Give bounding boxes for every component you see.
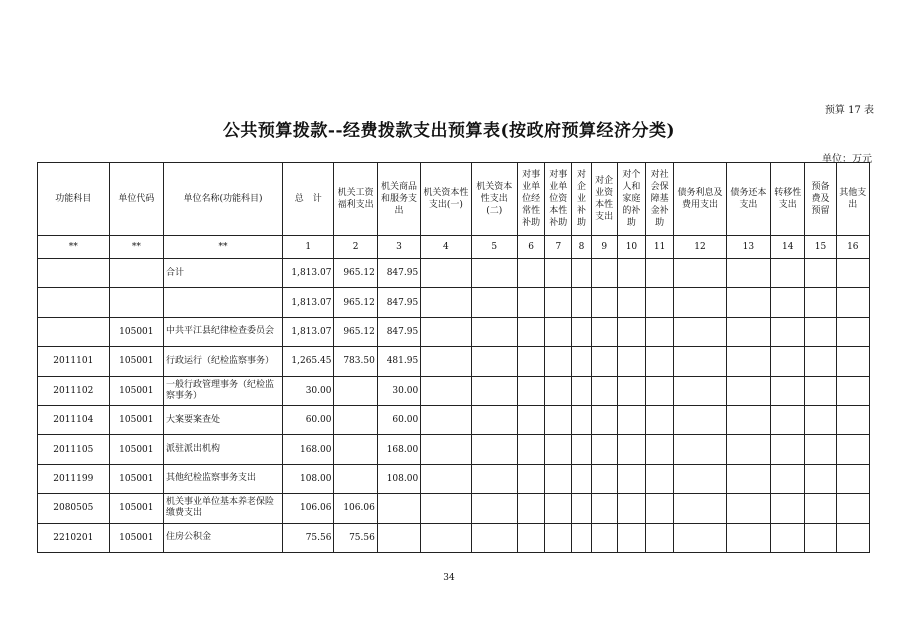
goods-services-cell: 847.95 [377,317,420,346]
table-row [38,523,870,552]
header-cell: 机关商品和服务支出 [377,163,420,236]
index-cell: ** [164,236,283,259]
total-cell: 75.56 [283,523,334,552]
unit-name-cell: 机关事业单位基本养老保险缴费支出 [164,494,283,523]
wages-cell [334,376,377,405]
header-cell: 对个人和家庭的补助 [617,163,645,236]
function-code-cell: 2080505 [38,494,110,523]
function-code-cell [38,317,110,346]
goods-services-cell: 60.00 [377,405,420,434]
page-title: 公共预算拨款--经费拨款支出预算表(按政府预算经济分类) [222,121,676,141]
index-cell: 4 [421,236,471,259]
total-cell: 108.00 [283,464,334,493]
table-row [38,347,870,376]
page-number: 34 [443,573,455,583]
total-cell: 168.00 [283,435,334,464]
unit-name-cell: 一般行政管理事务（纪检监察事务） [164,376,283,405]
goods-services-cell [377,494,420,523]
wages-cell [334,464,377,493]
goods-services-cell: 481.95 [377,347,420,376]
wages-cell: 75.56 [334,523,377,552]
form-number: 预算 17 表 [824,105,874,116]
header-cell: 对企业资本性支出 [591,163,617,236]
table-row [38,288,870,317]
table-row [38,494,870,523]
unit-code-cell: 105001 [109,317,163,346]
unit-name-cell: 其他纪检监察事务支出 [164,464,283,493]
total-cell: 1,813.07 [283,259,334,288]
header-cell: 机关工资福利支出 [334,163,377,236]
unit-name-cell: 合计 [164,259,283,288]
goods-services-cell: 847.95 [377,288,420,317]
function-code-cell [38,259,110,288]
index-cell: 1 [283,236,334,259]
header-cell: 功能科目 [38,163,110,236]
unit-name-cell: 大案要案查处 [164,405,283,434]
function-code-cell: 2011105 [38,435,110,464]
goods-services-cell: 30.00 [377,376,420,405]
header-cell: 其他支出 [836,163,869,236]
table-row [38,464,870,493]
header-cell: 对社会保障基金补助 [646,163,674,236]
wages-cell [334,435,377,464]
header-cell: 预备费及预留 [805,163,836,236]
header-cell: 对事业单位资本性补助 [545,163,572,236]
wages-cell: 965.12 [334,288,377,317]
unit-code-cell: 105001 [109,376,163,405]
wages-cell: 965.12 [334,259,377,288]
index-cell: 9 [591,236,617,259]
goods-services-cell [377,523,420,552]
index-cell: 15 [805,236,836,259]
goods-services-cell: 847.95 [377,259,420,288]
index-cell: 14 [771,236,805,259]
unit-code-cell: 105001 [109,464,163,493]
total-cell: 106.06 [283,494,334,523]
header-cell: 债务利息及费用支出 [674,163,726,236]
unit-code-cell: 105001 [109,347,163,376]
header-cell: 单位名称(功能科目) [164,163,283,236]
total-cell: 60.00 [283,405,334,434]
total-cell: 1,813.07 [283,288,334,317]
index-cell: 5 [471,236,517,259]
table-row [38,376,870,405]
wages-cell: 783.50 [334,347,377,376]
index-cell: 2 [334,236,377,259]
header-cell: 机关资本性支出(一) [421,163,471,236]
function-code-cell: 2011104 [38,405,110,434]
index-cell: 12 [674,236,726,259]
function-code-cell: 2011102 [38,376,110,405]
unit-name-cell: 住房公积金 [164,523,283,552]
unit-name-cell: 中共平江县纪律检查委员会 [164,317,283,346]
header-cell: 转移性支出 [771,163,805,236]
header-cell: 对事业单位经常性补助 [517,163,544,236]
wages-cell: 965.12 [334,317,377,346]
table-row [38,405,870,434]
header-cell: 单位代码 [109,163,163,236]
goods-services-cell: 168.00 [377,435,420,464]
unit-code-cell: 105001 [109,435,163,464]
index-cell: ** [38,236,110,259]
table-row [38,317,870,346]
unit-code-cell [109,259,163,288]
unit-code-cell: 105001 [109,523,163,552]
function-code-cell [38,288,110,317]
header-cell: 对企业补助 [572,163,591,236]
index-cell: ** [109,236,163,259]
wages-cell [334,405,377,434]
unit-name-cell: 行政运行（纪检监察事务） [164,347,283,376]
unit-label: 单位：万元 [822,154,872,165]
unit-code-cell: 105001 [109,405,163,434]
unit-name-cell: 派驻派出机构 [164,435,283,464]
unit-name-cell [164,288,283,317]
total-cell: 1,813.07 [283,317,334,346]
budget-table [37,162,870,553]
index-cell: 3 [377,236,420,259]
header-cell: 债务还本支出 [726,163,770,236]
total-cell: 30.00 [283,376,334,405]
unit-code-cell: 105001 [109,494,163,523]
function-code-cell: 2011101 [38,347,110,376]
index-cell: 13 [726,236,770,259]
function-code-cell: 2011199 [38,464,110,493]
index-cell: 11 [646,236,674,259]
index-cell: 7 [545,236,572,259]
index-cell: 16 [836,236,869,259]
unit-code-cell [109,288,163,317]
index-cell: 8 [572,236,591,259]
table-row [38,259,870,288]
table-row [38,435,870,464]
function-code-cell: 2210201 [38,523,110,552]
index-cell: 10 [617,236,645,259]
header-cell: 总 计 [283,163,334,236]
index-cell: 6 [517,236,544,259]
total-cell: 1,265.45 [283,347,334,376]
header-cell: 机关资本性支出(二) [471,163,517,236]
wages-cell: 106.06 [334,494,377,523]
goods-services-cell: 108.00 [377,464,420,493]
